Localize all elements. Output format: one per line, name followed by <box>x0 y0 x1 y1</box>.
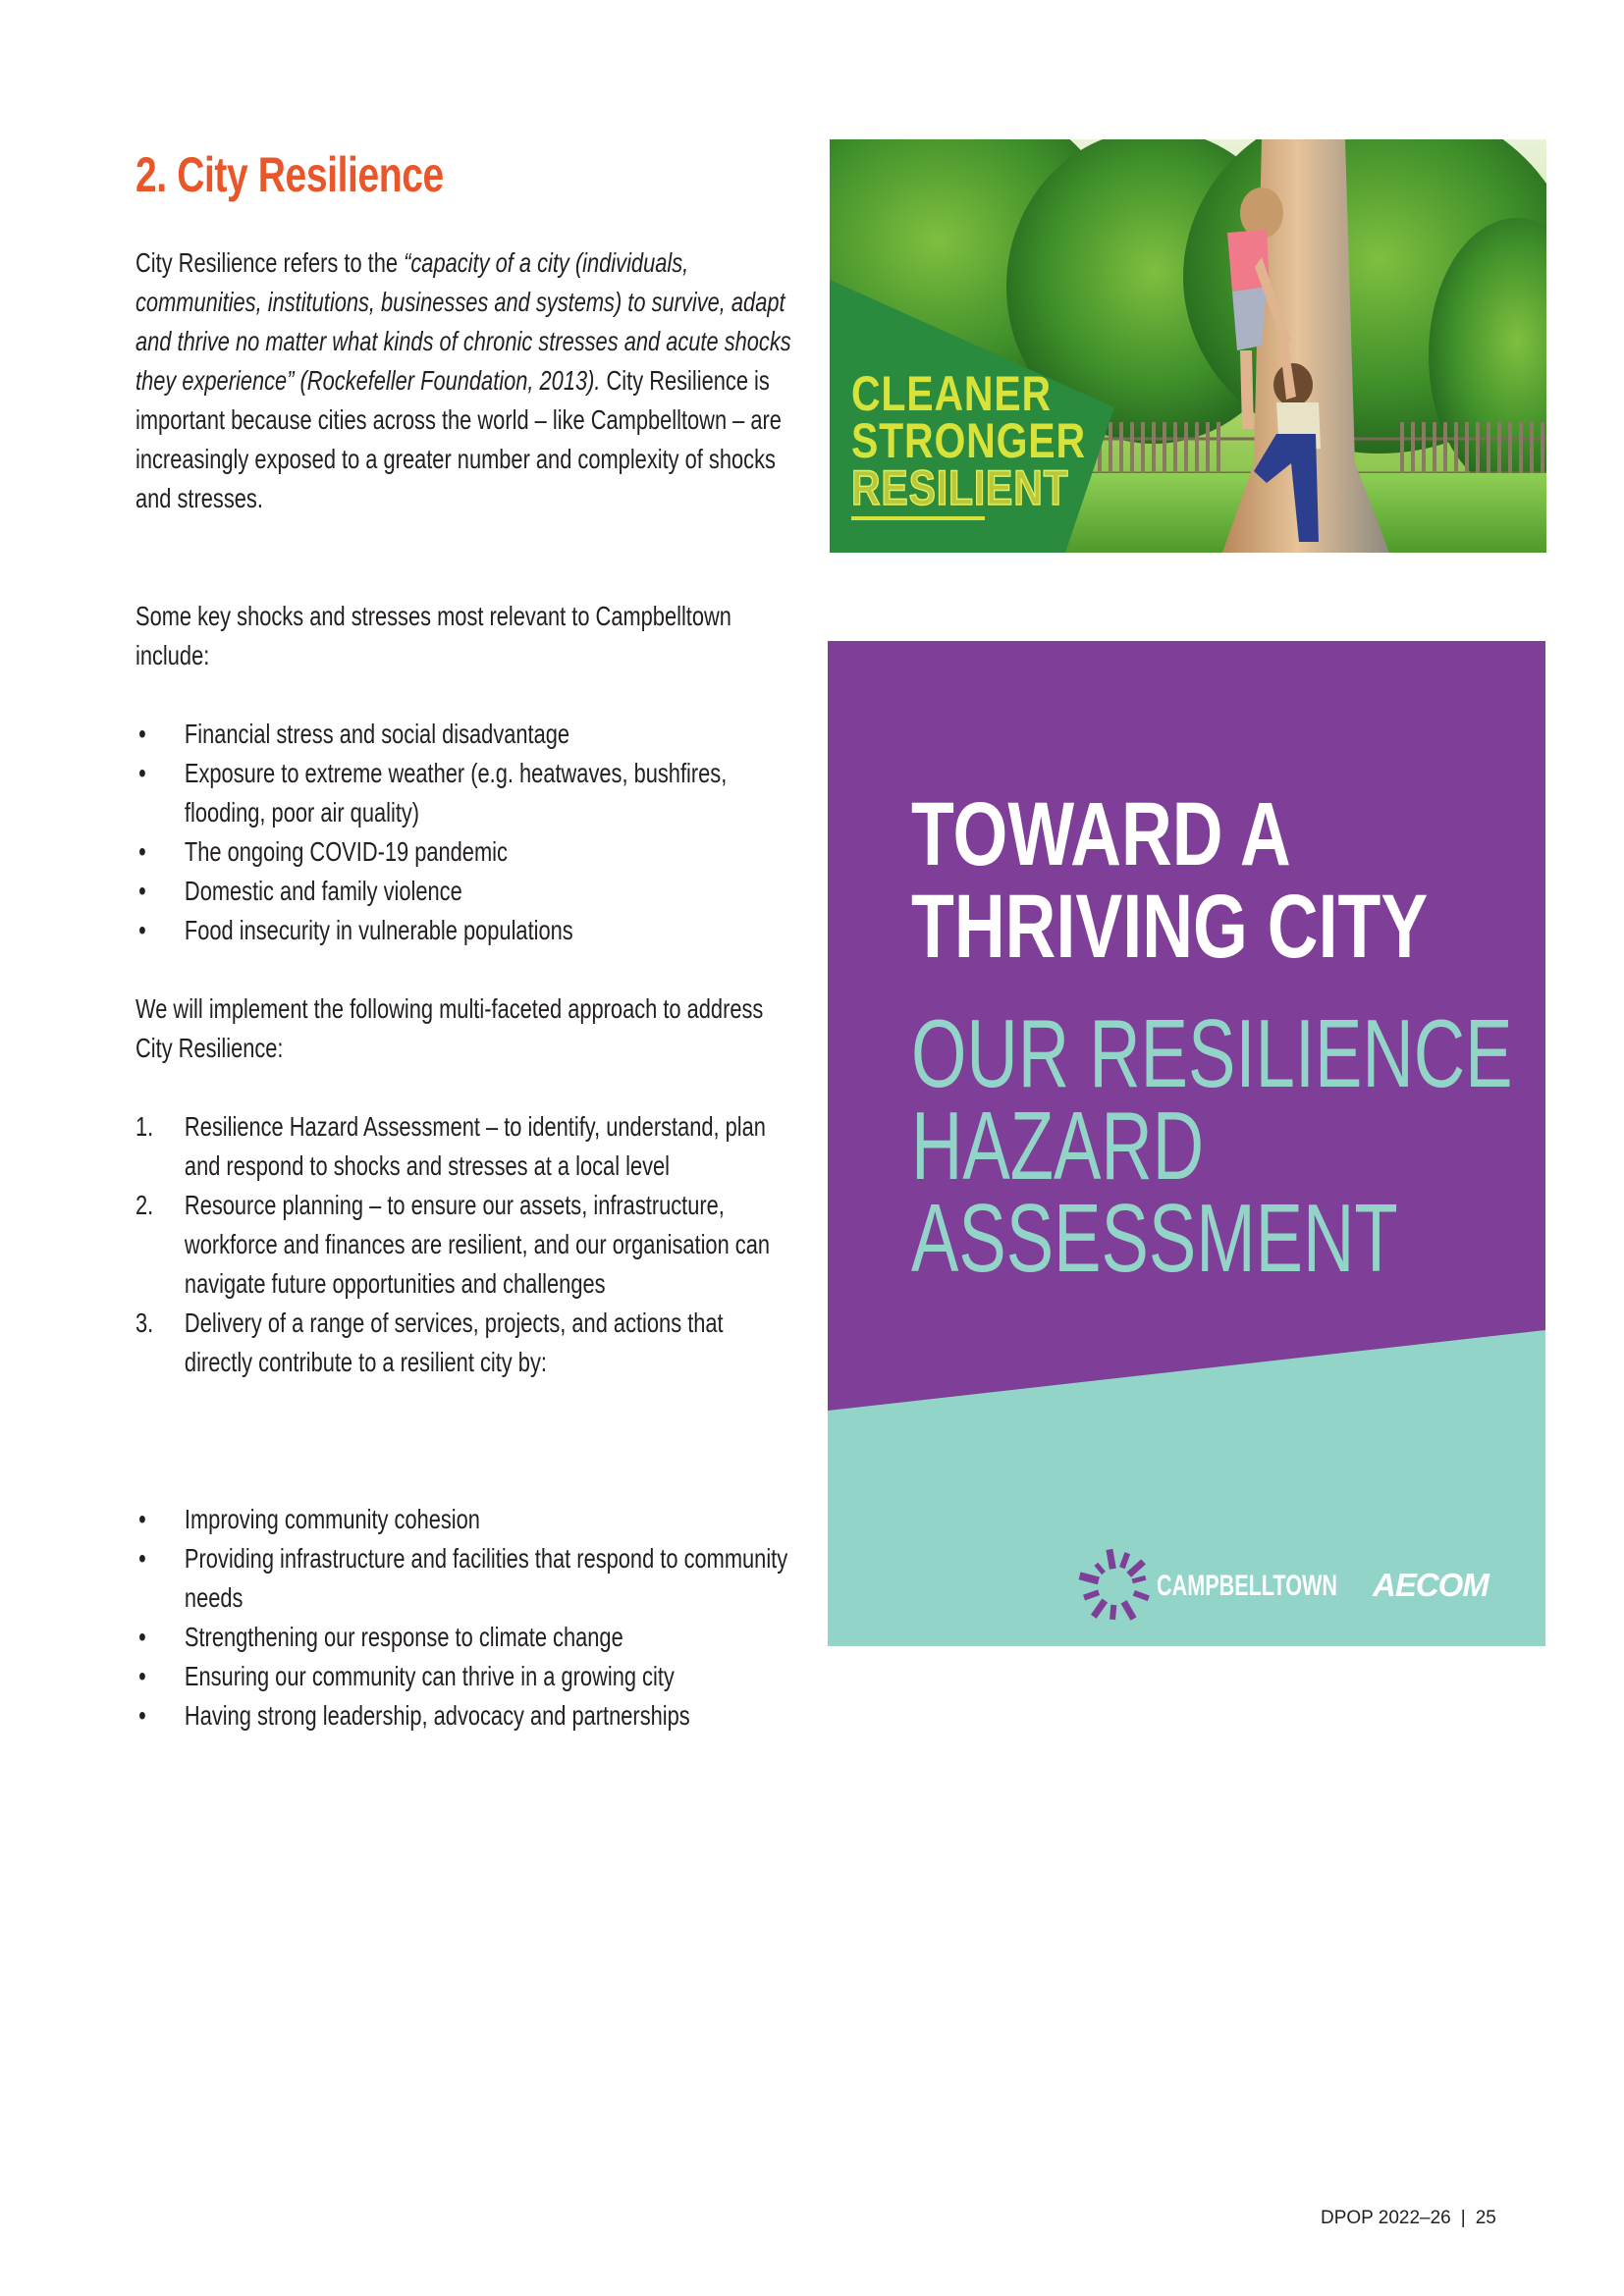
fence-picket <box>1411 422 1415 479</box>
fence-picket <box>1508 422 1512 479</box>
intro-rest: City Resilience is important because cities across the world – like Campbelltown – are increasingly exposed to a greater number and complexity of shocks and stresses. <box>135 365 782 513</box>
fence-picket <box>1422 422 1426 479</box>
fence-picket <box>1476 422 1480 479</box>
item-number: 1. <box>135 1111 154 1142</box>
cover-title-line: TOWARD A <box>911 784 1291 884</box>
fence-picket <box>1163 422 1166 479</box>
intro-quote: “capacity of a city (individuals, communities, institutions, businesses and systems) to survive, adapt and thrive no matter what kinds of chronic stresses and acute shocks they experience” (Rockefeller Foundation, 2013). <box>135 247 791 396</box>
list-item <box>135 1696 794 1735</box>
fence-picket <box>1454 422 1458 479</box>
tagline-resilient: RESILIENT <box>851 460 1069 515</box>
numbered-item-text: Resource planning – to ensure our assets, infrastructure, workforce and finances are resilient, and our organisation can navigate future opportunities and challenges <box>184 1190 771 1299</box>
page-footer <box>1321 2207 1496 2230</box>
cover-subtitle-line: OUR RESILIENCE <box>911 999 1513 1107</box>
fence-picket <box>1109 422 1112 479</box>
fence-picket <box>1497 422 1501 479</box>
list-item <box>135 715 794 754</box>
list-item <box>135 1618 794 1657</box>
item-number: 3. <box>135 1308 154 1338</box>
fence-picket <box>1217 422 1220 479</box>
fence-picket <box>1433 422 1436 479</box>
fence-picket <box>1195 422 1199 479</box>
fence-picket <box>1400 422 1404 479</box>
list-item <box>135 754 794 832</box>
fence-picket <box>1465 422 1469 479</box>
intro-lead: City Resilience refers to the <box>135 247 405 278</box>
bullet-icon: • <box>138 1504 146 1534</box>
resilience-assessment-cover <box>828 641 1545 1646</box>
numbered-item-text: Resilience Hazard Assessment – to identify, understand, plan and respond to shocks and stresses at a local level <box>184 1111 766 1181</box>
fence-picket <box>1130 422 1134 479</box>
aecom-logo: AECOM <box>1373 1567 1489 1603</box>
bullet-icon: • <box>138 1700 146 1731</box>
list-item <box>135 1657 794 1696</box>
list-item <box>135 1500 794 1539</box>
list-item-text: Ensuring our community can thrive in a growing city <box>184 1661 675 1691</box>
section-heading: 2. City Resilience <box>135 147 444 202</box>
actions-list <box>135 1500 794 1735</box>
intro-paragraph <box>135 243 794 518</box>
list-item-text: Domestic and family violence <box>184 876 462 906</box>
fence-picket <box>1141 422 1145 479</box>
footer-separator: | <box>1460 2208 1466 2228</box>
list-item-text: Providing infrastructure and facilities that respond to community needs <box>184 1543 788 1613</box>
campbelltown-logo-text: CAMPBELLTOWN <box>1157 1570 1337 1602</box>
numbered-item-text: Delivery of a range of services, projects, and actions that directly contribute to a resilient city by: <box>184 1308 724 1377</box>
cover-title-line: THRIVING CITY <box>911 877 1429 977</box>
list-item-text: The ongoing COVID-19 pandemic <box>184 836 508 867</box>
fence-picket <box>1541 422 1544 479</box>
logo-row <box>1078 1547 1510 1626</box>
list-item <box>135 1539 794 1618</box>
tagline-cleaner: CLEANER <box>851 366 1052 421</box>
list-item-text: Exposure to extreme weather (e.g. heatwaves, bushfires, flooding, poor air quality) <box>184 758 728 828</box>
shocks-list <box>135 715 794 950</box>
numbered-item <box>135 1304 794 1382</box>
fence-picket <box>1173 422 1177 479</box>
fence-picket <box>1184 422 1188 479</box>
bullet-icon: • <box>138 836 146 867</box>
list-item-text: Strengthening our response to climate change <box>184 1622 623 1652</box>
list-item <box>135 832 794 872</box>
tagline-stronger: STRONGER <box>851 413 1086 468</box>
document-code: DPOP 2022–26 <box>1321 2208 1451 2228</box>
bullet-icon: • <box>138 1622 146 1652</box>
list-item-text: Having strong leadership, advocacy and partnerships <box>184 1700 690 1731</box>
list-item-text: Improving community cohesion <box>184 1504 480 1534</box>
bullet-icon: • <box>138 876 146 906</box>
numbered-item <box>135 1186 794 1304</box>
cover-subtitle-line: HAZARD <box>911 1092 1205 1200</box>
approach-list <box>135 1107 794 1382</box>
tagline-underline <box>851 516 985 520</box>
kids-climbing-tree-photo <box>830 139 1546 553</box>
fence-picket <box>1206 422 1210 479</box>
fence-picket <box>1119 422 1123 479</box>
fence-picket <box>1487 422 1490 479</box>
approach-lead-text: We will implement the following multi-faceted approach to address City Resilience: <box>135 993 764 1063</box>
cover-subtitle-line: ASSESSMENT <box>911 1184 1398 1292</box>
bullet-icon: • <box>138 719 146 749</box>
list-item <box>135 872 794 911</box>
bullet-icon: • <box>138 1661 146 1691</box>
bullet-icon: • <box>138 758 146 788</box>
numbered-item <box>135 1107 794 1186</box>
fence-picket <box>1152 422 1156 479</box>
page-number: 25 <box>1475 2208 1496 2228</box>
fence-picket <box>1443 422 1447 479</box>
list-item-text: Food insecurity in vulnerable populations <box>184 915 573 945</box>
fence-picket <box>1530 422 1534 479</box>
fence-picket <box>1519 422 1523 479</box>
list-item-text: Financial stress and social disadvantage <box>184 719 570 749</box>
shocks-lead-paragraph <box>135 597 794 675</box>
bullet-icon: • <box>138 915 146 945</box>
item-number: 2. <box>135 1190 154 1220</box>
shocks-lead-text: Some key shocks and stresses most relevant to Campbelltown include: <box>135 601 731 670</box>
bullet-icon: • <box>138 1543 146 1574</box>
campbelltown-burst-icon <box>1078 1547 1153 1626</box>
approach-lead-paragraph <box>135 989 794 1068</box>
list-item <box>135 911 794 950</box>
